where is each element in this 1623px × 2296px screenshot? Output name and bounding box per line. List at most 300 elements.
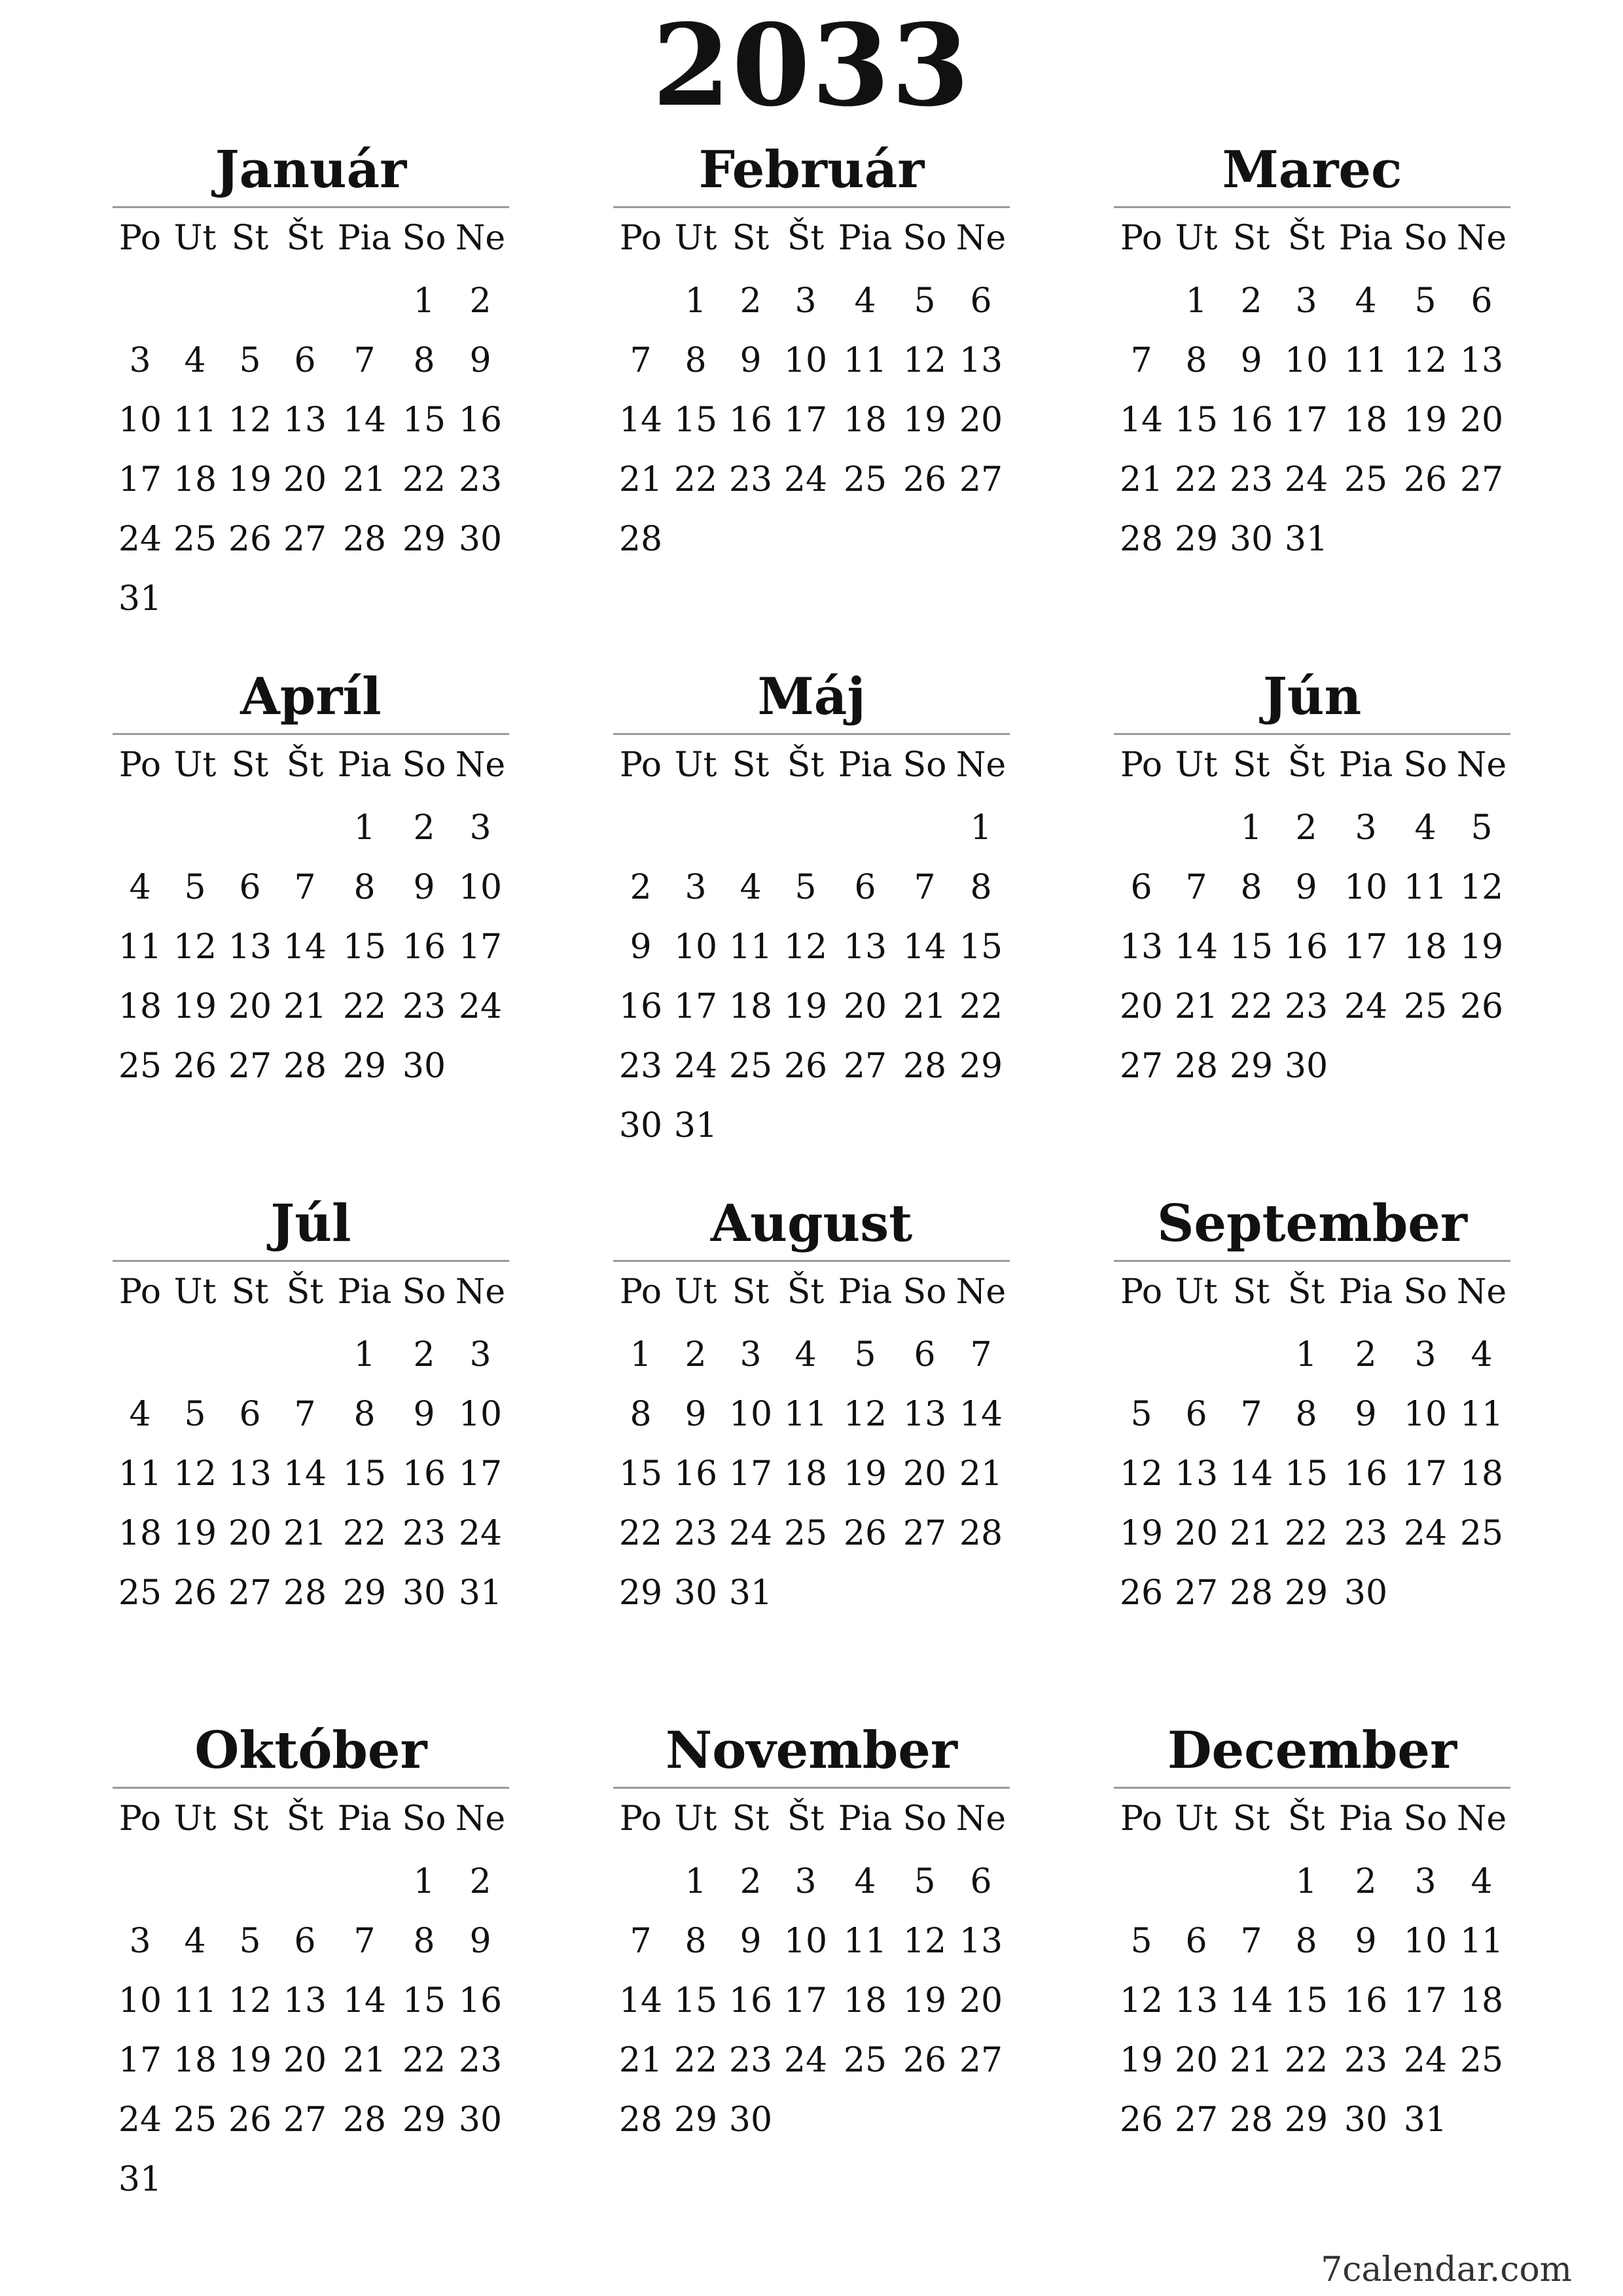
day-cell: 21 (283, 1514, 327, 1553)
month-name: November (665, 1721, 958, 1780)
empty-day-cell (223, 1852, 277, 1912)
day-cell: 6 (1471, 281, 1493, 321)
day-cell: 27 (1174, 2100, 1219, 2140)
day-cell: 1 (353, 808, 376, 848)
day-cell: 25 (1403, 987, 1448, 1026)
day-cell: 28 (283, 1573, 327, 1613)
weekday-header: Po (1120, 1272, 1163, 1312)
day-cell: 1 (970, 808, 992, 848)
day-cell: 18 (118, 987, 162, 1026)
day-cell: 20 (228, 987, 272, 1026)
day-cell: 11 (1344, 341, 1388, 380)
empty-day-cell (332, 272, 397, 331)
month-block (113, 1715, 509, 2210)
weekday-header: St (1232, 1272, 1270, 1312)
empty-day-cell (223, 798, 277, 858)
day-cell: 26 (1119, 2100, 1164, 2140)
day-cell: 1 (685, 281, 707, 321)
day-cell: 5 (184, 868, 206, 907)
day-cell: 6 (294, 1922, 316, 1961)
day-cell: 24 (1403, 2041, 1448, 2080)
day-cell: 7 (970, 1335, 992, 1374)
month-name: Máj (757, 667, 866, 726)
day-cell: 23 (618, 1047, 663, 1086)
day-cell: 7 (630, 1922, 652, 1961)
day-cell: 5 (239, 1922, 261, 1961)
day-cell: 15 (618, 1454, 663, 1494)
day-cell: 8 (970, 868, 992, 907)
day-cell: 27 (1174, 1573, 1219, 1613)
day-cell: 28 (1229, 2100, 1274, 2140)
day-cell: 2 (1240, 281, 1262, 321)
weekday-header: Pia (1338, 219, 1393, 258)
day-cell: 23 (458, 2041, 503, 2080)
day-cell: 4 (1355, 281, 1377, 321)
day-cell: 7 (1130, 341, 1152, 380)
day-cell: 14 (902, 927, 947, 967)
day-cell: 31 (1403, 2100, 1448, 2140)
weekday-header: Pia (838, 1272, 893, 1312)
day-cell: 11 (173, 1981, 217, 2020)
day-cell: 7 (914, 868, 936, 907)
month-divider (113, 733, 509, 735)
day-cell: 18 (173, 460, 217, 499)
empty-day-cell (668, 798, 723, 858)
day-cell: 21 (1119, 460, 1164, 499)
day-cell: 10 (1284, 341, 1329, 380)
weekday-header: Št (787, 745, 825, 785)
day-cell: 20 (1459, 401, 1504, 440)
day-cell: 16 (728, 401, 773, 440)
day-cell: 23 (402, 1514, 446, 1553)
day-cell: 14 (1229, 1454, 1274, 1494)
day-cell: 10 (673, 927, 718, 967)
day-cell: 8 (1295, 1395, 1317, 1434)
day-cell: 15 (673, 1981, 718, 2020)
day-cell: 20 (902, 1454, 947, 1494)
day-cell: 14 (342, 401, 387, 440)
weekday-header: Ut (1175, 1799, 1218, 1839)
empty-day-cell (1114, 1852, 1169, 1912)
month-divider (113, 1787, 509, 1789)
day-cell: 27 (959, 2041, 1003, 2080)
weekday-header: Po (619, 219, 662, 258)
day-cell: 17 (783, 1981, 828, 2020)
weekday-header: So (402, 1272, 446, 1312)
day-cell: 12 (1459, 868, 1504, 907)
day-cell: 7 (1240, 1395, 1262, 1434)
day-cell: 9 (1240, 341, 1262, 380)
day-cell: 3 (1414, 1335, 1436, 1374)
day-cell: 8 (353, 1395, 376, 1434)
day-cell: 16 (673, 1454, 718, 1494)
day-cell: 16 (1344, 1454, 1388, 1494)
day-cell: 6 (970, 1862, 992, 1901)
day-cell: 10 (1403, 1395, 1448, 1434)
weekday-header: So (902, 219, 947, 258)
day-cell: 26 (1459, 987, 1504, 1026)
day-cell: 18 (1459, 1454, 1504, 1494)
day-cell: 28 (618, 520, 663, 559)
day-cell: 28 (902, 1047, 947, 1086)
day-cell: 12 (843, 1395, 887, 1434)
day-cell: 17 (118, 460, 162, 499)
day-cell: 13 (283, 1981, 327, 2020)
day-cell: 1 (353, 1335, 376, 1374)
day-cell: 24 (673, 1047, 718, 1086)
day-cell: 2 (1355, 1862, 1377, 1901)
day-cell: 27 (1119, 1047, 1164, 1086)
day-cell: 26 (228, 520, 272, 559)
weekday-header: St (1232, 1799, 1270, 1839)
day-cell: 2 (740, 1862, 762, 1901)
day-cell: 29 (618, 1573, 663, 1613)
day-cell: 13 (228, 1454, 272, 1494)
day-cell: 27 (228, 1047, 272, 1086)
day-cell: 26 (173, 1573, 217, 1613)
weekday-header: Ne (955, 219, 1007, 258)
day-cell: 10 (458, 868, 503, 907)
weekday-header: Ne (455, 1799, 506, 1839)
weekday-header: So (902, 745, 947, 785)
day-cell: 19 (1119, 1514, 1164, 1553)
day-cell: 23 (1344, 2041, 1388, 2080)
day-cell: 1 (1185, 281, 1207, 321)
day-cell: 22 (342, 987, 387, 1026)
weekday-header: Ut (674, 1272, 717, 1312)
empty-day-cell (1169, 798, 1224, 858)
weekday-header: Ut (173, 219, 217, 258)
month-name: September (1157, 1194, 1467, 1253)
day-cell: 16 (402, 1454, 446, 1494)
day-cell: 10 (783, 1922, 828, 1961)
day-cell: 1 (413, 1862, 435, 1901)
weekday-header: Pia (1338, 745, 1393, 785)
month-day-grid (1114, 1793, 1510, 2150)
empty-day-cell (332, 1852, 397, 1912)
day-cell: 8 (685, 341, 707, 380)
day-cell: 15 (402, 1981, 446, 2020)
day-cell: 27 (283, 520, 327, 559)
weekday-header: Št (787, 1799, 825, 1839)
day-cell: 17 (673, 987, 718, 1026)
month-day-grid (1114, 1266, 1510, 1623)
day-cell: 3 (794, 281, 817, 321)
empty-day-cell (1114, 272, 1169, 331)
day-cell: 19 (228, 2041, 272, 2080)
weekday-header: St (732, 219, 770, 258)
day-cell: 27 (959, 460, 1003, 499)
day-cell: 6 (239, 868, 261, 907)
day-cell: 17 (1403, 1454, 1448, 1494)
day-cell: 10 (118, 1981, 162, 2020)
day-cell: 20 (1174, 1514, 1219, 1553)
day-cell: 7 (294, 1395, 316, 1434)
day-cell: 1 (685, 1862, 707, 1901)
day-cell: 15 (342, 927, 387, 967)
day-cell: 27 (1459, 460, 1504, 499)
day-cell: 21 (342, 2041, 387, 2080)
weekday-header: Ut (1175, 219, 1218, 258)
weekday-header: Št (286, 1799, 324, 1839)
day-cell: 26 (173, 1047, 217, 1086)
weekday-header: Št (1287, 745, 1325, 785)
day-cell: 19 (1119, 2041, 1164, 2080)
weekday-header: St (732, 1272, 770, 1312)
day-cell: 17 (728, 1454, 773, 1494)
day-cell: 20 (843, 987, 887, 1026)
weekday-header: Ne (455, 219, 506, 258)
month-divider (113, 206, 509, 208)
day-cell: 4 (184, 341, 206, 380)
day-cell: 9 (740, 1922, 762, 1961)
day-cell: 12 (228, 401, 272, 440)
weekday-header: Pia (1338, 1272, 1393, 1312)
day-cell: 14 (1229, 1981, 1274, 2020)
day-cell: 15 (402, 401, 446, 440)
day-cell: 5 (914, 281, 936, 321)
day-cell: 3 (685, 868, 707, 907)
day-cell: 26 (1119, 1573, 1164, 1613)
day-cell: 13 (1459, 341, 1504, 380)
day-cell: 25 (1459, 1514, 1504, 1553)
day-cell: 19 (902, 401, 947, 440)
day-cell: 21 (959, 1454, 1003, 1494)
day-cell: 2 (1295, 808, 1317, 848)
day-cell: 4 (854, 281, 876, 321)
day-cell: 24 (1284, 460, 1329, 499)
day-cell: 28 (1119, 520, 1164, 559)
day-cell: 3 (740, 1335, 762, 1374)
day-cell: 19 (1403, 401, 1448, 440)
day-cell: 23 (673, 1514, 718, 1553)
day-cell: 10 (118, 401, 162, 440)
weekday-header: Po (619, 745, 662, 785)
day-cell: 7 (294, 868, 316, 907)
weekday-header: Ut (1175, 1272, 1218, 1312)
weekday-header: So (402, 745, 446, 785)
day-cell: 26 (228, 2100, 272, 2140)
day-cell: 3 (1414, 1862, 1436, 1901)
empty-day-cell (113, 1325, 168, 1385)
day-cell: 16 (618, 987, 663, 1026)
weekday-header: Ut (674, 219, 717, 258)
day-cell: 3 (794, 1862, 817, 1901)
day-cell: 29 (342, 1047, 387, 1086)
day-cell: 2 (685, 1335, 707, 1374)
month-divider (1114, 1787, 1510, 1789)
day-cell: 18 (1344, 401, 1388, 440)
day-cell: 24 (1344, 987, 1388, 1026)
empty-day-cell (723, 798, 778, 858)
day-cell: 13 (1174, 1981, 1219, 2020)
day-cell: 29 (402, 520, 446, 559)
day-cell: 7 (1240, 1922, 1262, 1961)
month-day-grid (113, 1793, 509, 2210)
day-cell: 3 (469, 1335, 491, 1374)
empty-day-cell (277, 798, 332, 858)
day-cell: 25 (728, 1047, 773, 1086)
month-block (613, 661, 1010, 1156)
day-cell: 29 (1174, 520, 1219, 559)
month-block (1114, 134, 1510, 569)
day-cell: 9 (1355, 1395, 1377, 1434)
day-cell: 25 (843, 460, 887, 499)
empty-day-cell (1224, 1325, 1279, 1385)
day-cell: 14 (1174, 927, 1219, 967)
day-cell: 28 (342, 2100, 387, 2140)
day-cell: 17 (1344, 927, 1388, 967)
day-cell: 21 (618, 460, 663, 499)
day-cell: 4 (1471, 1862, 1493, 1901)
empty-day-cell (613, 798, 668, 858)
day-cell: 24 (1403, 1514, 1448, 1553)
weekday-header: Ne (1456, 1272, 1507, 1312)
month-day-grid (613, 1793, 1010, 2150)
day-cell: 13 (843, 927, 887, 967)
weekday-header: Ne (455, 1272, 506, 1312)
day-cell: 24 (783, 2041, 828, 2080)
day-cell: 23 (1344, 1514, 1388, 1553)
day-cell: 7 (353, 1922, 376, 1961)
day-cell: 2 (469, 281, 491, 321)
weekday-header: Št (286, 745, 324, 785)
day-cell: 9 (413, 1395, 435, 1434)
weekday-header: So (1403, 219, 1448, 258)
weekday-header: Št (787, 1272, 825, 1312)
day-cell: 15 (1284, 1981, 1329, 2020)
day-cell: 18 (173, 2041, 217, 2080)
day-cell: 1 (1295, 1335, 1317, 1374)
month-divider (613, 1260, 1010, 1262)
day-cell: 10 (1403, 1922, 1448, 1961)
day-cell: 15 (1229, 927, 1274, 967)
day-cell: 4 (184, 1922, 206, 1961)
day-cell: 16 (402, 927, 446, 967)
day-cell: 25 (783, 1514, 828, 1553)
month-divider (613, 206, 1010, 208)
day-cell: 17 (783, 401, 828, 440)
day-cell: 9 (469, 341, 491, 380)
day-cell: 22 (673, 2041, 718, 2080)
day-cell: 10 (783, 341, 828, 380)
day-cell: 29 (342, 1573, 387, 1613)
day-cell: 29 (1284, 2100, 1329, 2140)
day-cell: 23 (1229, 460, 1274, 499)
day-cell: 4 (740, 868, 762, 907)
weekday-header: St (231, 219, 269, 258)
day-cell: 16 (1344, 1981, 1388, 2020)
month-name: Apríl (240, 667, 382, 726)
day-cell: 26 (1403, 460, 1448, 499)
day-cell: 22 (1229, 987, 1274, 1026)
day-cell: 24 (728, 1514, 773, 1553)
month-day-grid (613, 1266, 1010, 1623)
day-cell: 1 (413, 281, 435, 321)
day-cell: 6 (854, 868, 876, 907)
empty-day-cell (833, 798, 897, 858)
month-name: Marec (1222, 140, 1402, 200)
weekday-header: So (1403, 1799, 1448, 1839)
day-cell: 17 (1284, 401, 1329, 440)
weekday-header: Po (1120, 745, 1163, 785)
month-block (113, 134, 509, 629)
day-cell: 22 (959, 987, 1003, 1026)
day-cell: 16 (458, 1981, 503, 2020)
day-cell: 28 (618, 2100, 663, 2140)
day-cell: 13 (283, 401, 327, 440)
weekday-header: Št (1287, 219, 1325, 258)
day-cell: 16 (1284, 927, 1329, 967)
day-cell: 31 (458, 1573, 503, 1613)
day-cell: 22 (618, 1514, 663, 1553)
day-cell: 12 (1403, 341, 1448, 380)
day-cell: 31 (673, 1106, 718, 1145)
weekday-header: Pia (337, 219, 392, 258)
day-cell: 21 (1174, 987, 1219, 1026)
day-cell: 12 (1119, 1454, 1164, 1494)
day-cell: 15 (673, 401, 718, 440)
weekday-header: Pia (838, 219, 893, 258)
month-name: August (710, 1194, 913, 1253)
day-cell: 4 (129, 1395, 151, 1434)
day-cell: 18 (1459, 1981, 1504, 2020)
day-cell: 20 (283, 2041, 327, 2080)
day-cell: 23 (728, 2041, 773, 2080)
day-cell: 23 (728, 460, 773, 499)
day-cell: 27 (843, 1047, 887, 1086)
day-cell: 29 (673, 2100, 718, 2140)
day-cell: 6 (294, 341, 316, 380)
weekday-header: Pia (838, 1799, 893, 1839)
day-cell: 24 (118, 2100, 162, 2140)
day-cell: 31 (728, 1573, 773, 1613)
day-cell: 30 (618, 1106, 663, 1145)
month-name: Február (698, 140, 925, 200)
day-cell: 25 (173, 2100, 217, 2140)
day-cell: 6 (239, 1395, 261, 1434)
empty-day-cell (113, 1852, 168, 1912)
weekday-header: So (902, 1799, 947, 1839)
day-cell: 30 (673, 1573, 718, 1613)
day-cell: 18 (118, 1514, 162, 1553)
month-day-grid (113, 1266, 509, 1623)
day-cell: 5 (1471, 808, 1493, 848)
day-cell: 21 (342, 460, 387, 499)
day-cell: 3 (1355, 808, 1377, 848)
empty-day-cell (168, 1325, 223, 1385)
day-cell: 8 (353, 868, 376, 907)
day-cell: 13 (1119, 927, 1164, 967)
day-cell: 21 (283, 987, 327, 1026)
day-cell: 3 (469, 808, 491, 848)
day-cell: 26 (843, 1514, 887, 1553)
day-cell: 22 (673, 460, 718, 499)
day-cell: 17 (118, 2041, 162, 2080)
weekday-header: Pia (838, 745, 893, 785)
day-cell: 29 (1229, 1047, 1274, 1086)
weekday-header: Pia (337, 745, 392, 785)
day-cell: 30 (728, 2100, 773, 2140)
month-block (613, 1715, 1010, 2150)
day-cell: 2 (469, 1862, 491, 1901)
day-cell: 3 (129, 341, 151, 380)
day-cell: 25 (843, 2041, 887, 2080)
day-cell: 19 (843, 1454, 887, 1494)
day-cell: 1 (1295, 1862, 1317, 1901)
weekday-header: Ne (955, 1799, 1007, 1839)
day-cell: 12 (1119, 1981, 1164, 2020)
